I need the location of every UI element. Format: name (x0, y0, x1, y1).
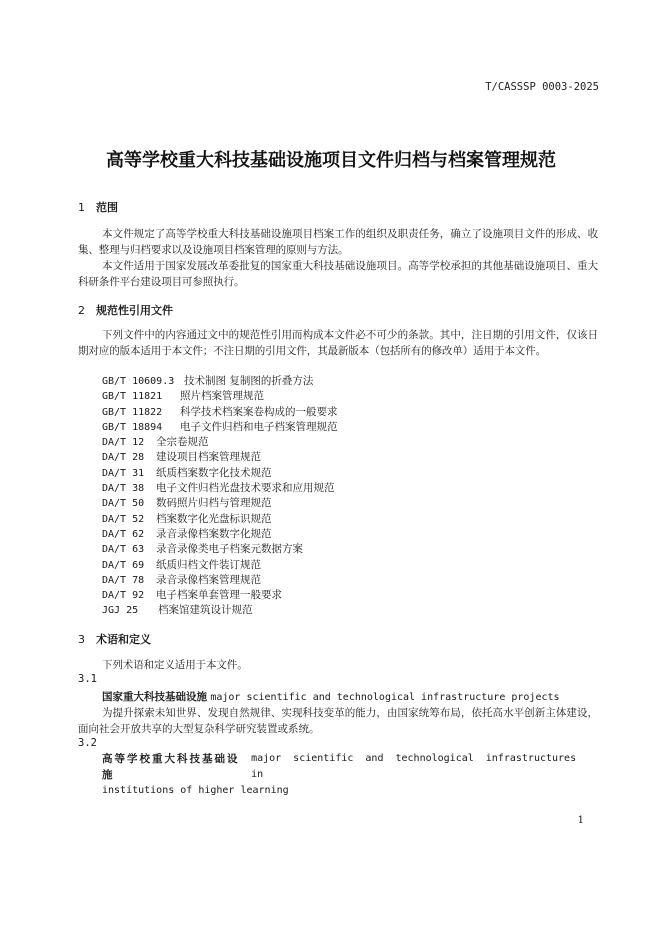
reference-code: GB/T 18894 (102, 421, 163, 433)
reference-item (102, 389, 582, 404)
reference-name: 电子档案单套管理一般要求 (156, 589, 282, 602)
reference-code: DA/T 31 (102, 467, 145, 479)
reference-item (102, 603, 582, 618)
reference-item (102, 405, 582, 420)
scope-paragraph-2: 本文件适用于国家发展改革委批复的国家重大科技基础设施项目。高等学校承担的其他基础设施项目、重大科研条件平台建设项目可参照执行。 (78, 260, 598, 288)
term-number: 3.2 (78, 737, 97, 749)
reference-name: 档案数字化光盘标识规范 (156, 512, 272, 525)
reference-code: GB/T 10609.3 (102, 376, 175, 387)
reference-name: 数码照片归档与管理规范 (156, 497, 272, 510)
reference-name: 科学技术档案案卷构成的一般要求 (180, 405, 338, 418)
term-definition: 为提升探索未知世界、发现自然规律、实现科技变革的能力，由国家统筹布局，依托高水平创新主体建设，面向社会开放共享的大型复杂科学研究装置或系统。 (78, 707, 598, 735)
section-title: 术语和定义 (96, 633, 151, 646)
reference-item (102, 542, 582, 557)
reference-name: 电子文件归档和电子档案管理规范 (180, 420, 338, 433)
reference-code: JGJ 25 (102, 605, 139, 617)
reference-item (102, 588, 582, 603)
standard-code: T/CASSSP 0003-2025 (485, 81, 599, 93)
reference-name: 技术制图 复制图的折叠方法 (184, 375, 314, 387)
section-heading-normative-refs (78, 302, 173, 318)
section-heading-terms (78, 631, 151, 647)
reference-item (102, 558, 582, 573)
reference-code: DA/T 78 (102, 574, 145, 586)
reference-code: DA/T 52 (102, 513, 145, 525)
reference-name: 纸质归档文件装订规范 (156, 558, 261, 571)
reference-name: 纸质档案数字化技术规范 (156, 466, 272, 479)
page-number: 1 (577, 815, 584, 826)
reference-name: 录音录像档案数字化规范 (156, 527, 272, 540)
reference-item (102, 466, 582, 481)
reference-name: 照片档案管理规范 (180, 390, 264, 403)
document-title: 高等学校重大科技基础设施项目文件归档与档案管理规范 (106, 150, 556, 171)
reference-item (102, 420, 582, 435)
term-en-continued: institutions of higher learning (102, 785, 289, 796)
reference-item (102, 527, 582, 542)
reference-item (102, 573, 582, 588)
reference-name: 电子文件归档光盘技术要求和应用规范 (156, 482, 335, 495)
term-zh: 高等学校重大科技基础设施 (102, 753, 240, 781)
section-title: 范围 (96, 201, 118, 214)
reference-list (102, 374, 582, 619)
reference-code: DA/T 12 (102, 437, 145, 449)
term-number: 3.1 (78, 673, 97, 685)
reference-item (102, 450, 582, 465)
term-entry-3-2 (102, 751, 598, 799)
reference-code: DA/T 28 (102, 452, 145, 464)
reference-code: DA/T 38 (102, 483, 145, 495)
reference-name: 建设项目档案管理规范 (156, 451, 261, 464)
reference-code: DA/T 62 (102, 528, 145, 540)
reference-item (102, 481, 582, 496)
reference-name: 录音录像档案管理规范 (156, 573, 261, 586)
reference-code: DA/T 50 (102, 498, 145, 510)
term-line (102, 751, 598, 783)
reference-name: 档案馆建筑设计规范 (158, 604, 253, 617)
section-heading-scope (78, 199, 118, 215)
reference-code: GB/T 11821 (102, 391, 163, 403)
reference-item (102, 512, 582, 527)
section-number: 1 (78, 201, 85, 214)
reference-name: 录音录像类电子档案元数据方案 (156, 543, 303, 556)
term-en: major scientific and technological infrastructure projects (210, 692, 560, 703)
scope-paragraph-1: 本文件规定了高等学校重大科技基础设施项目档案工作的组织及职责任务，确立了设施项目文件的形成、收集、整理与归档要求以及设施项目档案管理的原则与方法。 (78, 228, 598, 256)
normative-refs-intro: 下列文件中的内容通过文中的规范性引用而构成本文件必不可少的条款。其中，注日期的引用文件，仅该日期对应的版本适用于本文件；不注日期的引用文件，其最新版本（包括所有的修改单）适用于本文件。 (78, 329, 598, 357)
term-entry-3-1 (102, 689, 598, 706)
section-number: 2 (78, 304, 85, 317)
reference-item (102, 435, 582, 450)
section-number: 3 (78, 633, 85, 646)
term-en: major scientific and technological infrastructures in (251, 753, 577, 780)
terms-intro: 下列术语和定义适用于本文件。 (102, 659, 248, 671)
reference-code: DA/T 92 (102, 590, 145, 602)
reference-code: DA/T 63 (102, 544, 145, 556)
reference-name: 全宗卷规范 (156, 436, 209, 449)
reference-code: DA/T 69 (102, 559, 145, 571)
section-title: 规范性引用文件 (96, 304, 173, 317)
reference-item (102, 496, 582, 511)
reference-item (102, 374, 582, 389)
reference-code: GB/T 11822 (102, 406, 163, 418)
term-zh: 国家重大科技基础设施 (102, 691, 207, 703)
